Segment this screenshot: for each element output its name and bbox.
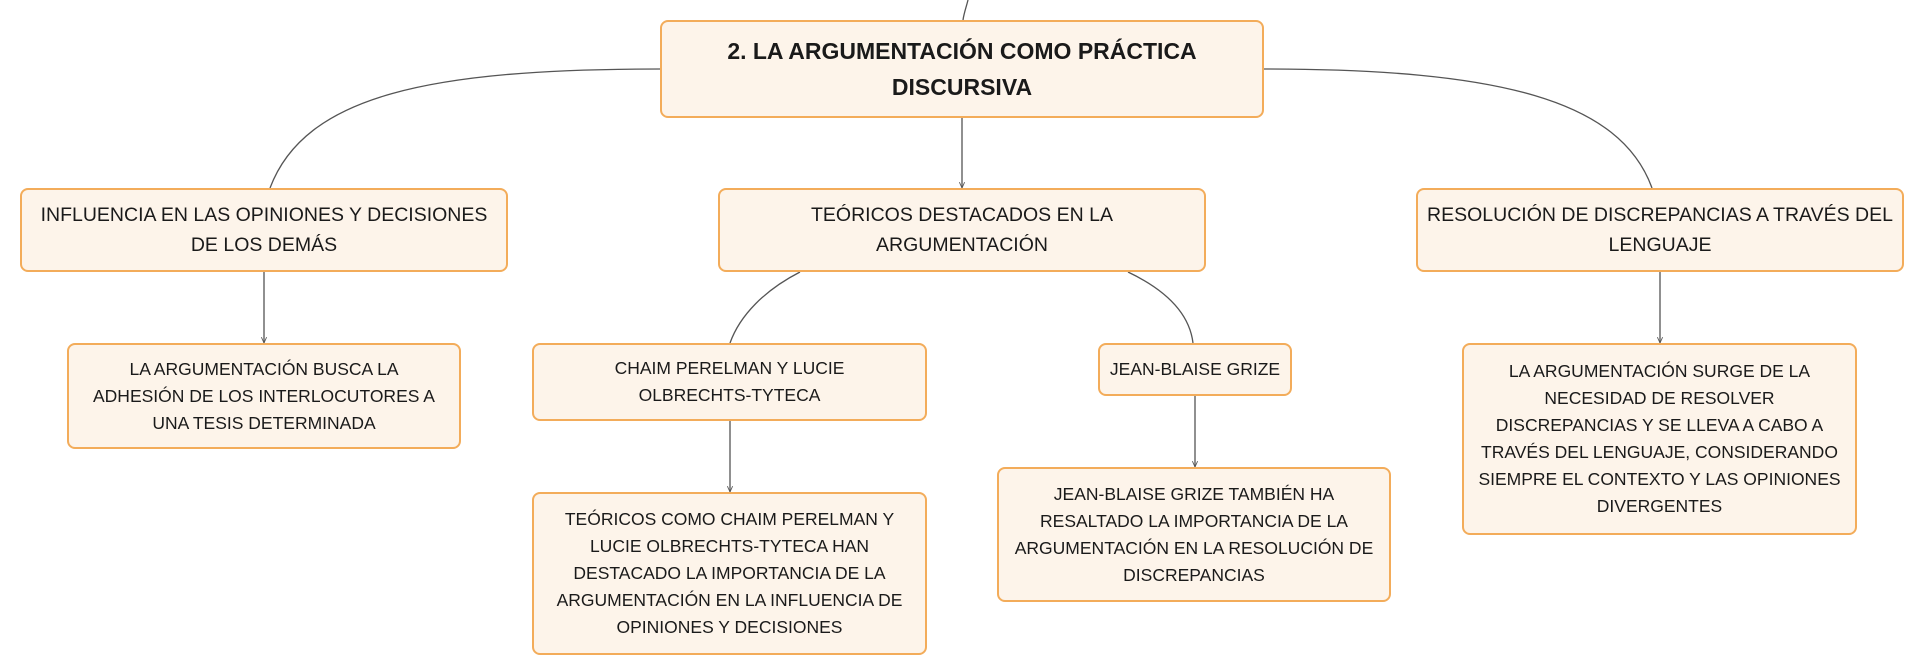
connector-from-parent	[963, 0, 968, 20]
branch-node-teoricos[interactable]	[718, 188, 1206, 272]
connector-teoricos-to-perelman	[730, 272, 800, 343]
root-node-title: 2. LA ARGUMENTACIÓN COMO PRÁCTICA DISCURSIVA	[727, 38, 1197, 100]
branch-node-label: RESOLUCIÓN DE DISCREPANCIAS A TRAVÉS DEL LENGUAJE	[1427, 204, 1893, 256]
child-node-perelman[interactable]	[532, 343, 927, 421]
branch-node-label: INFLUENCIA EN LAS OPINIONES Y DECISIONES DE LOS DEMÁS	[40, 204, 488, 256]
root-node[interactable]	[660, 20, 1264, 118]
detail-node-perelman[interactable]	[532, 492, 927, 655]
detail-node-label: TEÓRICOS COMO CHAIM PERELMAN Y LUCIE OLBRECHTS-TYTECA HAN DESTACADO LA IMPORTANCIA DE LA ARGUMENTACIÓN EN LA INFLUENCIA DE OPINIONES Y DECISIONES	[556, 509, 903, 637]
child-node-adhesion[interactable]	[67, 343, 461, 449]
branch-node-resolucion[interactable]	[1416, 188, 1904, 272]
child-node-grize[interactable]	[1098, 343, 1292, 396]
child-node-label: LA ARGUMENTACIÓN SURGE DE LA NECESIDAD DE RESOLVER DISCREPANCIAS Y SE LLEVA A CABO A TRAVÉS DEL LENGUAJE, CONSIDERANDO SIEMPRE EL CONTEXTO Y LAS OPINIONES DIVERGENTES	[1478, 361, 1841, 516]
child-node-label: LA ARGUMENTACIÓN BUSCA LA ADHESIÓN DE LOS INTERLOCUTORES A UNA TESIS DETERMINADA	[93, 358, 435, 433]
connector-teoricos-to-grize	[1128, 272, 1193, 343]
detail-node-grize[interactable]	[997, 467, 1391, 602]
branch-node-label: TEÓRICOS DESTACADOS EN LA ARGUMENTACIÓN	[811, 204, 1113, 256]
child-node-label: CHAIM PERELMAN Y LUCIE OLBRECHTS-TYTECA	[614, 358, 845, 405]
child-node-surge[interactable]	[1462, 343, 1857, 535]
connector-root-to-influencia	[270, 69, 660, 188]
branch-node-influencia[interactable]	[20, 188, 508, 272]
connector-root-to-resolucion	[1264, 69, 1652, 188]
child-node-label: JEAN-BLAISE GRIZE	[1109, 359, 1281, 379]
detail-node-label: JEAN-BLAISE GRIZE TAMBIÉN HA RESALTADO LA IMPORTANCIA DE LA ARGUMENTACIÓN EN LA RESOLUCIÓN DE DISCREPANCIAS	[1014, 483, 1374, 585]
